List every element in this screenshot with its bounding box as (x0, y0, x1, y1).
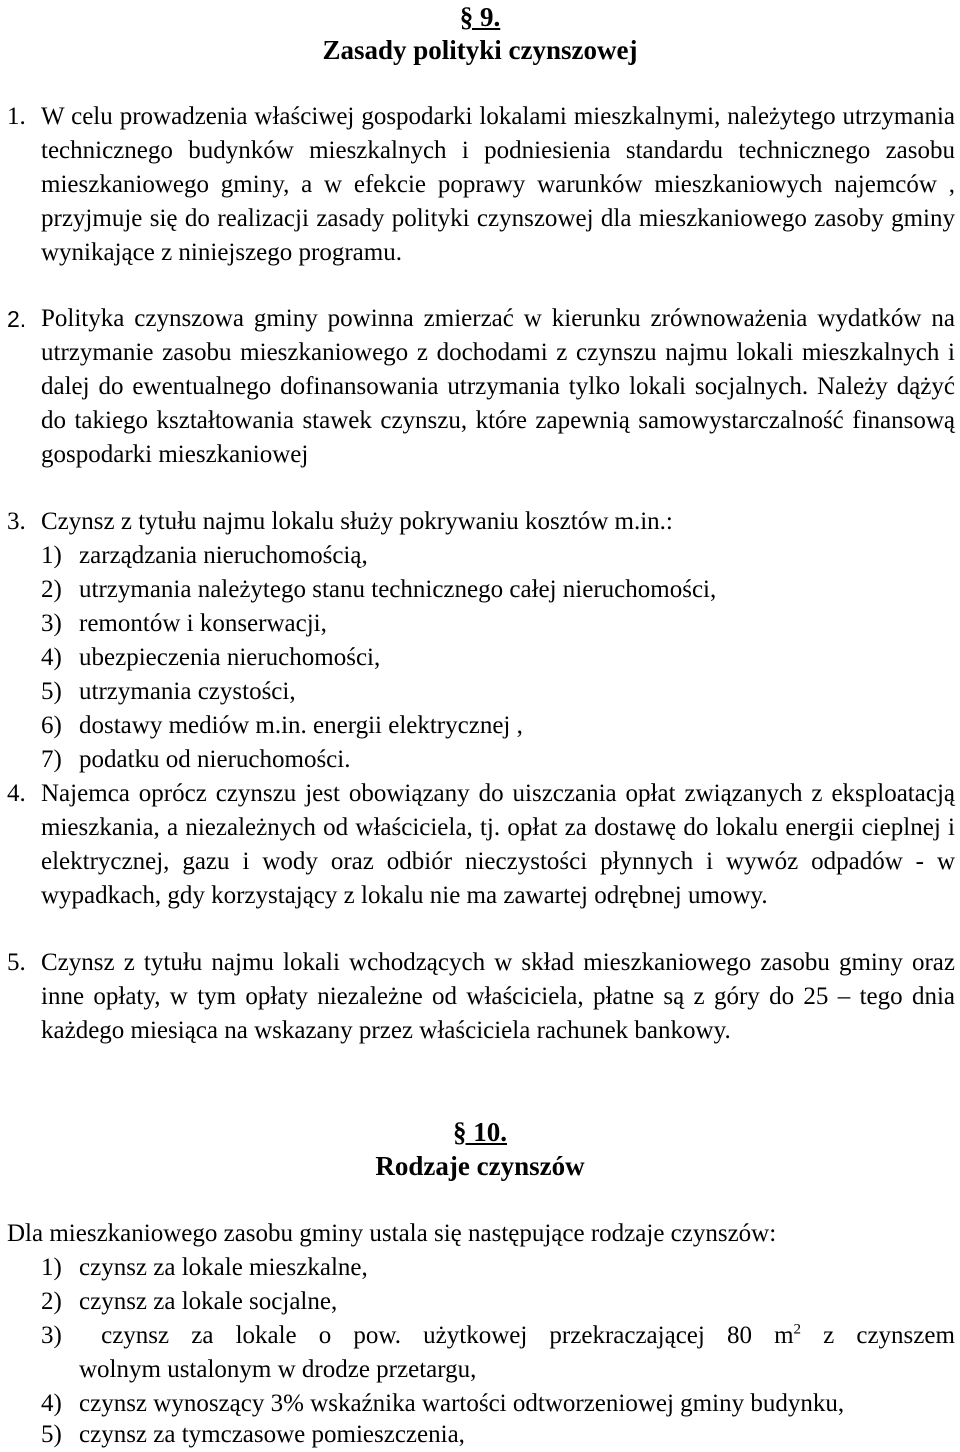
rent-type-item: 4) czynsz wynoszący 3% wskaźnika wartości odtworzeniowej gminy budynku, (41, 1390, 845, 1417)
rent-type-item (41, 1319, 955, 1387)
paragraph-3-number: 3. (7, 508, 26, 535)
rent-type-item: 1) czynsz za lokale mieszkalne, (41, 1254, 368, 1281)
rent-type-item-3-line-2: wolnym ustalonym w drodze przetargu, (79, 1356, 477, 1383)
cost-item: 1) zarządzania nieruchomością, (41, 542, 368, 569)
paragraph-2-text: Polityka czynszowa gminy powinna zmierzać w kierunku zrównoważenia wydatków na utrzymanie zasobu mieszkaniowego z dochodami z czynszu najmu lokali mieszkalnych i dalej do ewentualnego dofinansowania utrzymania tylko lokali socjalnych. Należy dążyć do takiego kształtowania stawek czynszu, które zapewnią samowystarczalność finansową gospodarki mieszkaniowej (41, 305, 955, 468)
rent-type-item: 5) czynsz za tymczasowe pomieszczenia, (41, 1421, 465, 1448)
cost-item: 3) remontów i konserwacji, (41, 610, 327, 637)
paragraph-4 (41, 777, 955, 913)
cost-item: 4) ubezpieczenia nieruchomości, (41, 644, 381, 671)
paragraph-2-number: 2. (7, 306, 27, 332)
rent-type-item-3-line-1: 3) czynsz za lokale o pow. użytkowej przekraczającej 80 $m^2$ z czynszem (41, 1321, 955, 1349)
section-9-title: Zasady polityki czynszowej (322, 35, 638, 65)
section-10-number: § 10. (453, 1117, 507, 1147)
paragraph-5-number: 5. (7, 949, 26, 976)
paragraph-1-number: 1. (7, 103, 26, 130)
paragraph-1 (41, 100, 955, 270)
cost-item: 5) utrzymania czystości, (41, 678, 296, 705)
paragraph-5 (41, 946, 955, 1048)
paragraph-4-text: Najemca oprócz czynszu jest obowiązany do uiszczania opłat związanych z eksploatacją mieszkania, a niezależnych od właściciela, tj. opłat za dostawę do lokalu energii cieplnej i elektrycznej, gazu i wody oraz odbiór nieczystości płynnych i wywóz odpadów - w wypadkach, gdy korzystający z lokalu nie ma zawartej odrębnej umowy. (41, 780, 955, 909)
section-10-intro: Dla mieszkaniowego zasobu gminy ustala się następujące rodzaje czynszów: (7, 1220, 777, 1247)
rent-type-item: 2) czynsz za lokale socjalne, (41, 1288, 338, 1315)
cost-item: 6) dostawy mediów m.in. energii elektrycznej , (41, 712, 523, 739)
paragraph-4-number: 4. (7, 780, 26, 807)
paragraph-2 (41, 302, 955, 472)
section-10-title: Rodzaje czynszów (375, 1151, 585, 1181)
paragraph-5-text: Czynsz z tytułu najmu lokali wchodzących w skład mieszkaniowego zasobu gminy oraz inne opłaty, w tym opłaty niezależne od właściciela, płatne są z góry do 25 – tego dnia każdego miesiąca na wskazany przez właściciela rachunek bankowy. (41, 949, 955, 1044)
section-9-number: § 9. (459, 2, 501, 32)
cost-item: 7) podatku od nieruchomości. (41, 746, 351, 773)
paragraph-1-text: W celu prowadzenia właściwej gospodarki lokalami mieszkalnymi, należytego utrzymania technicznego budynków mieszkalnych i podniesienia standardu technicznego zasobu mieszkaniowego gminy, a w efekcie poprawy warunków mieszkaniowych najemców , przyjmuje się do realizacji zasady polityki czynszowej dla mieszkaniowego zasoby gminy wynikające z niniejszego programu. (41, 103, 955, 266)
superscript-2: 2 (793, 1321, 802, 1338)
cost-item: 2) utrzymania należytego stanu technicznego całej nieruchomości, (41, 576, 717, 603)
paragraph-3-text: Czynsz z tytułu najmu lokalu służy pokrywaniu kosztów m.in.: (41, 508, 673, 535)
